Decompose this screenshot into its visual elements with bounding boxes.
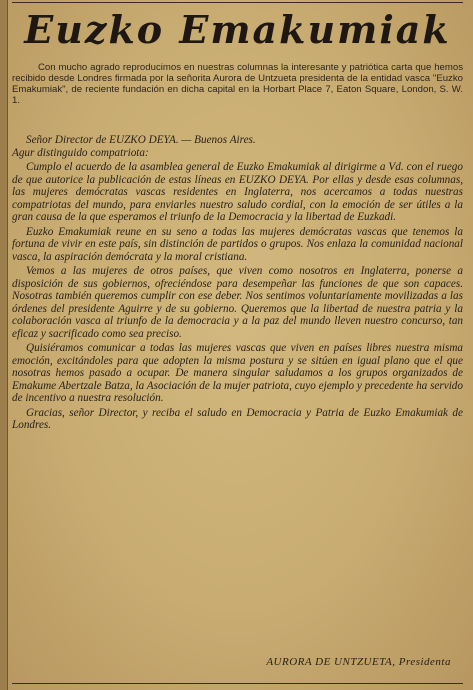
letter-body <box>12 134 463 664</box>
letter-paragraph: Cumplo el acuerdo de la asamblea general de Euzko Emakumiak al dirigirme a Vd. con el ruego de que autorice la publicación de estas líneas en EUZKO DEYA. Por ellas y desde esas columnas, las mujeres demócratas vascas residentes en Inglaterra, nos acercamos a todas nuestras compatriotas del mundo, para enviarles nuestro saludo cordial, con la emoción de ser útiles a la gran causa de la que esperamos el triunfo de la Democracia y la libertad de Euzkadi. <box>12 161 463 223</box>
letter-paragraph: Gracias, señor Director, y reciba el saludo en Democracia y Patria de Euzko Emakumiak de Londres. <box>12 406 463 431</box>
bottom-rule <box>12 683 463 684</box>
adjacent-column-edge <box>0 0 8 690</box>
letter-paragraph: Euzko Emakumiak reune en su seno a todas las mujeres demócratas vascas que tenemos la fortuna de vivir en este país, sin distinción de partidos o grupos. Nos enlaza la comunidad nacional vasca, la aspiración demócrata y la moral cristiana. <box>12 225 463 263</box>
letter-paragraph: Vemos a las mujeres de otros países, que viven como nosotros en Inglaterra, ponerse a disposición de sus gobiernos, ofreciéndose para desempeñar las funciones de que son capaces. Nosotras también queremos cumplir con ese deber. Nos sentimos voluntariamente movilizadas a las órdenes del presidente Aguirre y de su gobierno. Queremos que la libertad de nuestra patria y la colaboración vasca al triunfo de la democracia y a la paz del mundo lleven nuestro concurso, tan eficaz y sacrificado como sea preciso. <box>12 265 463 340</box>
top-rule <box>12 2 463 3</box>
editor-introduction: Con mucho agrado reproducimos en nuestras columnas la interesante y patriótica carta que hemos recibido desde Londres firmada por la señorita Aurora de Untzueta presidenta de la entidad vasca "Euzko Emakumiak", de reciente fundación en dicha capital en la Horbart Place 7, Eaton Square, London, S. W. 1. <box>12 62 463 106</box>
article-headline: Euzko Emakumiak <box>24 7 451 52</box>
letter-signature: AURORA DE UNTZUETA, Presidenta <box>266 656 451 668</box>
letter-paragraph: Quisiéramos comunicar a todas las mujeres vascas que viven en países libres nuestra misma emoción, excitándoles para que adopten la misma postura y se sitúen en igual plano que el que nosotras hemos pasado a ocupar. De manera singular saludamos a los grupos organizados de Emakume Abertzale Batza, la Asociación de la mujer patriota, cuyo ejemplo y precedente ha servido de incentivo a nuestra resolución. <box>12 342 463 404</box>
letter-salutation: Señor Director de EUZKO DEYA. — Buenos Aires. <box>26 134 256 146</box>
letter-greeting: Agur distinguido compatriota: <box>12 146 149 159</box>
